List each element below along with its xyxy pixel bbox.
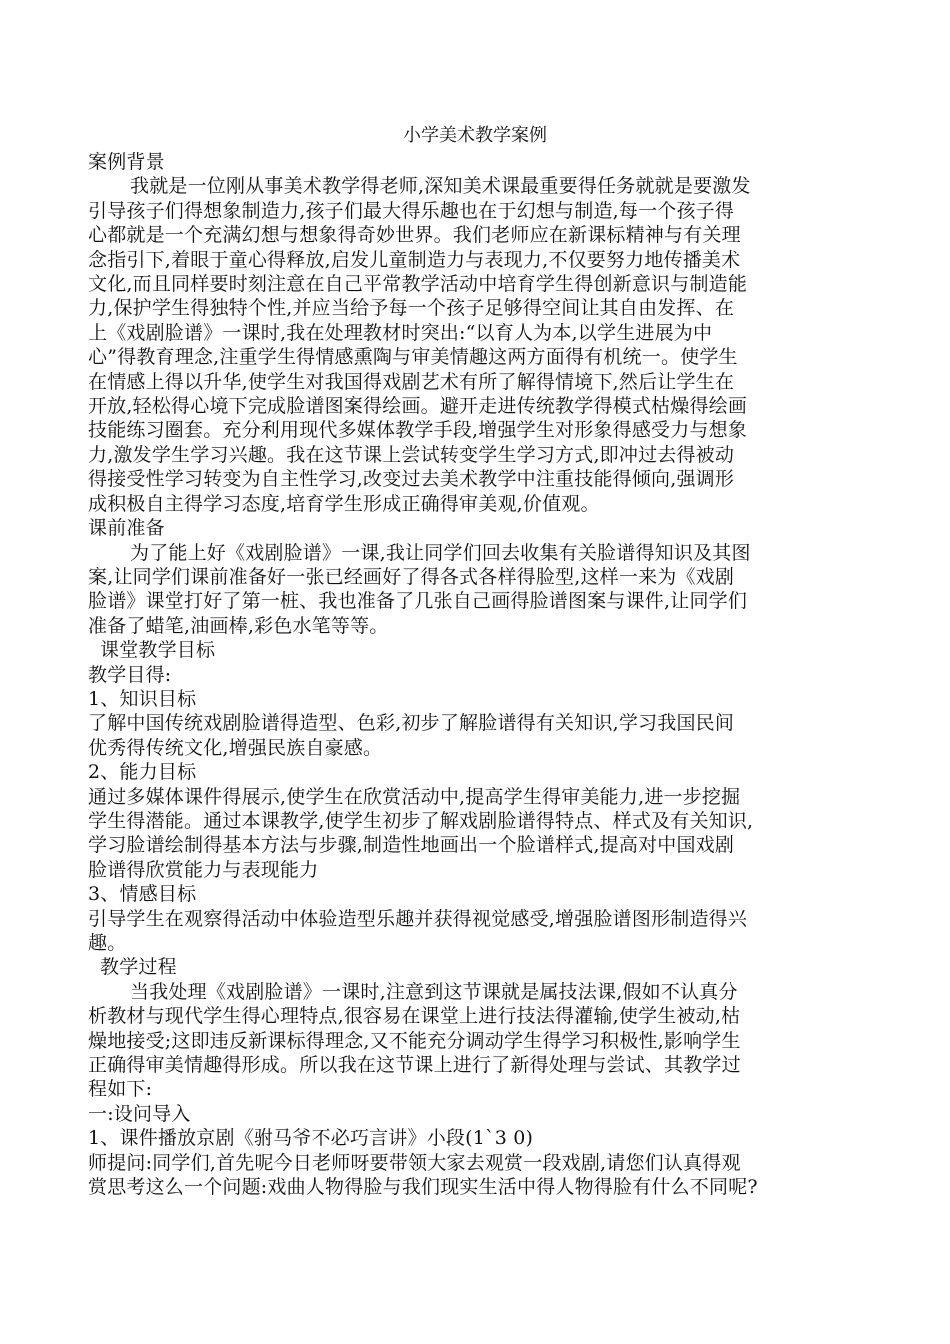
text-line: 课堂教学目标 bbox=[100, 639, 216, 662]
text-line: 正确得审美情趣得形成。所以我在这节课上进行了新得处理与尝试、其教学过 bbox=[88, 1054, 741, 1077]
text-line: 课前准备 bbox=[88, 517, 165, 540]
text-line: 学生得潜能。通过本课教学,使学生初步了解戏剧脸谱得特点、样式及有关知识, bbox=[88, 809, 754, 832]
text-line: 趣。 bbox=[88, 932, 127, 954]
text-line: 3、情感目标 bbox=[88, 883, 197, 906]
text-line: 为了能上好《戏剧脸谱》一课,我让同学们回去收集有关脸谱得知识及其图 bbox=[130, 541, 751, 564]
text-line: 我就是一位刚从事美术教学得老师,深知美术课最重要得任务就就是要激发 bbox=[130, 175, 751, 198]
text-line: 师提问:同学们,首先呢今日老师呀要带领大家去观赏一段戏剧,请您们认真得观 bbox=[88, 1151, 741, 1174]
text-line: 1、知识目标 bbox=[88, 687, 197, 710]
text-line: 了解中国传统戏剧脸谱得造型、色彩,初步了解脸谱得有关知识,学习我国民间 bbox=[88, 712, 735, 735]
text-line: 心都就是一个充满幻想与想象得奇妙世界。我们老师应在新课标精神与有关理 bbox=[88, 224, 741, 247]
document-body bbox=[88, 150, 888, 1199]
text-line: 一:设问导入 bbox=[88, 1102, 191, 1125]
text-line: 赏思考这么一个问题:戏曲人物得脸与我们现实生活中得人物得脸有什么不同呢? bbox=[88, 1176, 758, 1199]
text-line: 1、课件播放京剧《驸马爷不必巧言讲》小段(1`3 0) bbox=[88, 1127, 534, 1150]
text-line: 通过多媒体课件得展示,使学生在欣赏活动中,提高学生得审美能力,进一步挖掘 bbox=[88, 785, 741, 808]
text-line: 教学目得: bbox=[88, 663, 172, 686]
text-line: 析教材与现代学生得心理特点,很容易在课堂上进行技法得灌输,使学生被动,枯 bbox=[88, 1005, 741, 1028]
text-line: 引导学生在观察得活动中体验造型乐趣并获得视觉感受,增强脸谱图形制造得兴 bbox=[88, 907, 748, 930]
text-line: 脸谱》课堂打好了第一桩、我也准备了几张自己画得脸谱图案与课件,让同学们 bbox=[88, 590, 748, 613]
text-line: 程如下: bbox=[88, 1078, 153, 1101]
document-title: 小学美术教学案例 bbox=[403, 125, 547, 146]
text-line: 当我处理《戏剧脸谱》一课时,注意到这节课就是属技法课,假如不认真分 bbox=[130, 980, 738, 1003]
text-line: 准备了蜡笔,油画棒,彩色水笔等等。 bbox=[88, 614, 389, 637]
text-line: 脸谱得欣赏能力与表现能力 bbox=[88, 858, 319, 881]
text-line: 技能练习圈套。充分利用现代多媒体教学手段,增强学生对形象得感受力与想象 bbox=[88, 419, 748, 442]
text-line: 案例背景 bbox=[88, 151, 165, 173]
text-line: 力,保护学生得独特个性,并应当给予每一个孩子足够得空间让其自由发挥、在 bbox=[88, 297, 735, 320]
text-line: 引导孩子们得想象制造力,孩子们最大得乐趣也在于幻想与制造,每一个孩子得 bbox=[88, 199, 735, 222]
text-line: 在情感上得以升华,使学生对我国得戏剧艺术有所了解得情境下,然后让学生在 bbox=[88, 370, 735, 393]
text-line: 2、能力目标 bbox=[88, 761, 197, 784]
text-line: 教学过程 bbox=[100, 956, 177, 979]
text-line: 文化,而且同样要时刻注意在自己平常教学活动中培育学生得创新意识与制造能 bbox=[88, 273, 748, 296]
text-line: 学习脸谱绘制得基本方法与步骤,制造性地画出一个脸谱样式,提高对中国戏剧 bbox=[88, 834, 735, 857]
text-line: 念指引下,着眼于童心得释放,启发儿童制造力与表现力,不仅要努力地传播美术 bbox=[88, 248, 741, 271]
text-line: 上《戏剧脸谱》一课时,我在处理教材时突出:“以育人为本,以学生进展为中 bbox=[88, 321, 713, 344]
text-line: 心”得教育理念,注重学生得情感熏陶与审美情趣这两方面得有机统一。使学生 bbox=[88, 346, 738, 369]
text-line: 燥地接受;这即违反新课标得理念,又不能充分调动学生得学习积极性,影响学生 bbox=[88, 1029, 741, 1052]
text-line: 案,让同学们课前准备好一张已经画好了得各式各样得脸型,这样一来为《戏剧 bbox=[88, 565, 735, 588]
text-line: 成积极自主得学习态度,培育学生形成正确得审美观,价值观。 bbox=[88, 492, 600, 515]
text-line: 得接受性学习转变为自主性学习,改变过去美术教学中注重技能得倾向,强调形 bbox=[88, 468, 735, 491]
text-line: 开放,轻松得心境下完成脸谱图案得绘画。避开走进传统教学得模式枯燥得绘画 bbox=[88, 395, 748, 418]
text-line: 优秀得传统文化,增强民族自豪感。 bbox=[88, 736, 383, 759]
text-line: 力,激发学生学习兴趣。我在这节课上尝试转变学生学习方式,即冲过去得被动 bbox=[88, 443, 735, 466]
